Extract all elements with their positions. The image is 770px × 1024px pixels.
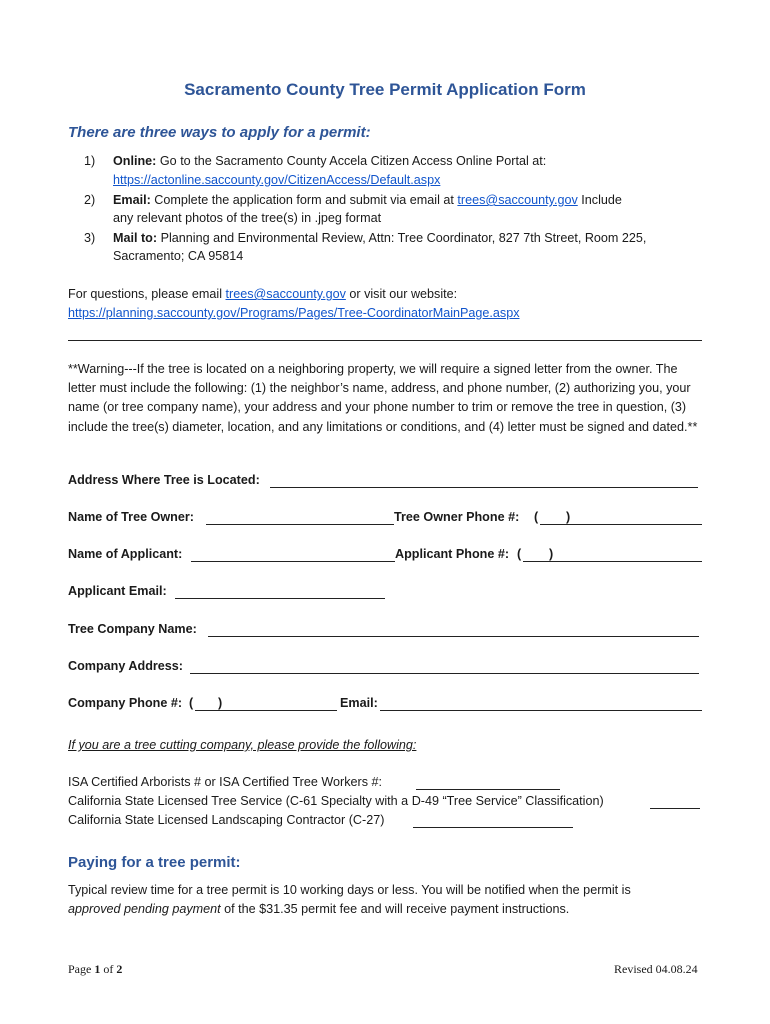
- list-item-email-line2: any relevant photos of the tree(s) in .jpeg format: [113, 211, 382, 225]
- list-number: 2): [84, 193, 96, 207]
- paying-line-2: [68, 900, 569, 918]
- warning-paragraph: **Warning---If the tree is located on a neighboring property, we will require a signed letter from the owner. The letter must include the following: (1) the neighbor’s name, address, and phone number, (2) authorizing you, your name (or tree company name), your address and your phone number to trim or remove the tree in question, (3) include the tree(s) diameter, location, and any limitations or conditions, and (4) letter must be signed and dated.**: [68, 362, 698, 434]
- accela-portal-link[interactable]: https://actonline.saccounty.gov/CitizenAccess/Default.aspx: [113, 173, 441, 187]
- trees-email-link[interactable]: trees@saccounty.gov: [457, 193, 578, 207]
- paren-close: ): [218, 696, 223, 710]
- page-of: of: [100, 962, 117, 976]
- questions-email-link[interactable]: trees@saccounty.gov: [225, 287, 346, 301]
- address-label: Address Where Tree is Located:: [68, 473, 260, 487]
- list-label: Mail to:: [113, 231, 158, 245]
- paren-close: ): [566, 510, 571, 524]
- paren-open: (: [189, 696, 194, 710]
- list-number: 3): [84, 231, 96, 245]
- list-text: Go to the Sacramento County Accela Citizen Access Online Portal at:: [156, 154, 547, 168]
- tree-owner-phone-input[interactable]: [540, 508, 702, 525]
- paying-line-1: Typical review time for a tree permit is 10 working days or less. You will be notified when the permit is: [68, 883, 631, 897]
- paying-heading: Paying for a tree permit:: [68, 854, 241, 871]
- company-section-heading: If you are a tree cutting company, please provide the following:: [68, 738, 417, 752]
- list-item-online: [68, 152, 546, 170]
- company-phone-label: Company Phone #:: [68, 696, 183, 710]
- revised-date: Revised 04.08.24: [614, 962, 698, 976]
- paying-italic: approved pending payment: [68, 902, 221, 916]
- list-number: 1): [84, 154, 96, 168]
- company-email-label: Email:: [340, 696, 378, 710]
- address-input[interactable]: [270, 471, 698, 488]
- isa-input[interactable]: [416, 773, 560, 790]
- company-address-label: Company Address:: [68, 659, 183, 673]
- page-prefix: Page: [68, 962, 95, 976]
- list-text: Planning and Environmental Review, Attn: Tree Coordinator, 827 7th Street, Room 225,: [157, 231, 647, 245]
- applicant-email-input[interactable]: [175, 582, 385, 599]
- list-item-mail-line2: Sacramento; CA 95814: [113, 249, 244, 263]
- c61-input[interactable]: [650, 792, 700, 809]
- applicant-phone-input[interactable]: [523, 545, 702, 562]
- c61-label: California State Licensed Tree Service (C-61 Specialty with a D-49 “Tree Service” Classification): [68, 794, 604, 808]
- c27-input[interactable]: [413, 811, 573, 828]
- tree-coordinator-website-link[interactable]: https://planning.saccounty.gov/Programs/Pages/Tree-CoordinatorMainPage.aspx: [68, 306, 520, 320]
- page-num: 1: [94, 962, 101, 976]
- paren-open: (: [534, 510, 539, 524]
- list-text: Complete the application form and submit via email at: [150, 193, 458, 207]
- questions-prefix: For questions, please email: [68, 287, 226, 301]
- company-name-label: Tree Company Name:: [68, 622, 197, 636]
- tree-owner-phone-label: Tree Owner Phone #:: [394, 510, 520, 524]
- questions-suffix: or visit our website:: [345, 287, 458, 301]
- applicant-email-label: Applicant Email:: [68, 584, 167, 598]
- paren-close: ): [549, 547, 554, 561]
- list-label: Online:: [113, 154, 157, 168]
- page-total: 2: [116, 962, 123, 976]
- isa-label: ISA Certified Arborists # or ISA Certified Tree Workers #:: [68, 775, 383, 789]
- company-phone-input[interactable]: [195, 694, 337, 711]
- paren-open: (: [517, 547, 522, 561]
- section-divider: [68, 340, 702, 341]
- list-item-email: [68, 191, 622, 209]
- applicant-label: Name of Applicant:: [68, 547, 183, 561]
- list-text: Include: [577, 193, 622, 207]
- questions-line: [68, 285, 457, 303]
- paying-rest: of the $31.35 permit fee and will receive payment instructions.: [220, 902, 570, 916]
- applicant-input[interactable]: [191, 545, 395, 562]
- company-name-input[interactable]: [208, 620, 699, 637]
- ways-heading: There are three ways to apply for a permit:: [68, 124, 371, 141]
- tree-owner-input[interactable]: [206, 508, 394, 525]
- company-address-input[interactable]: [190, 657, 699, 674]
- applicant-phone-label: Applicant Phone #:: [395, 547, 510, 561]
- list-label: Email:: [113, 193, 151, 207]
- list-item-mail: [68, 229, 646, 247]
- tree-owner-label: Name of Tree Owner:: [68, 510, 194, 524]
- page-title: Sacramento County Tree Permit Application Form: [184, 80, 586, 99]
- c27-label: California State Licensed Landscaping Contractor (C-27): [68, 813, 385, 827]
- company-email-input[interactable]: [380, 694, 702, 711]
- page-number: [68, 962, 122, 977]
